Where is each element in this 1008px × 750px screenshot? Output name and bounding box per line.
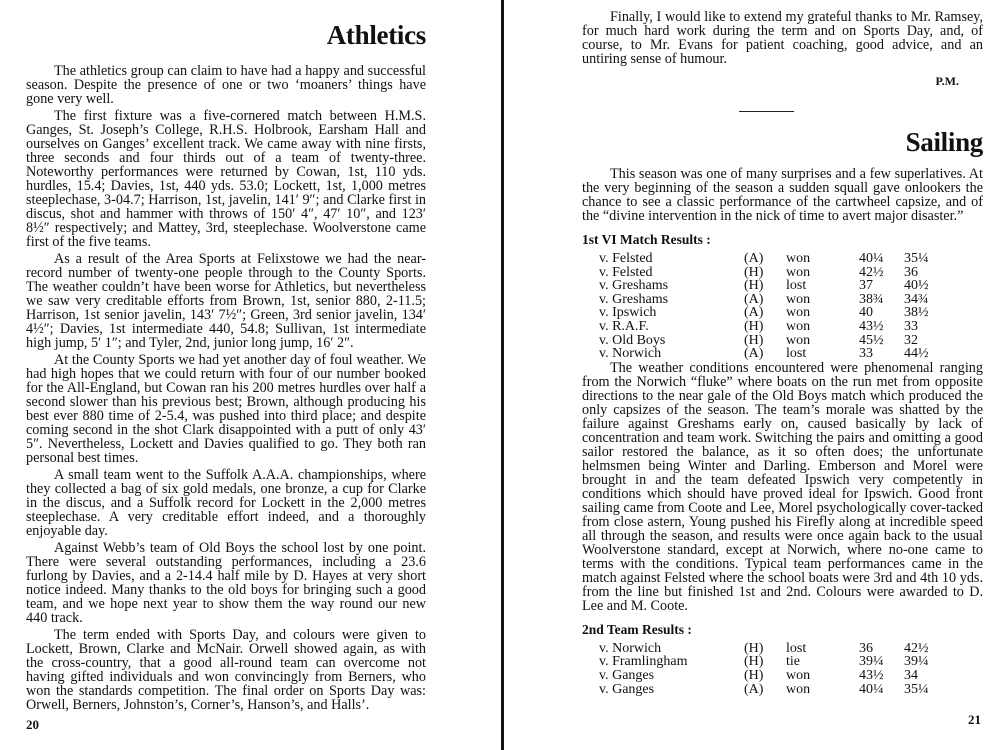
venue: (A): [744, 681, 764, 697]
result: lost: [786, 640, 807, 656]
opponent: v. Old Boys: [599, 332, 666, 348]
table-row: [599, 293, 944, 307]
page-number: 21: [968, 712, 981, 727]
opponent: v. Norwich: [599, 640, 662, 656]
opponent: v. Ipswich: [599, 305, 657, 321]
score-against: 34: [904, 667, 918, 683]
result: won: [786, 305, 811, 321]
table-row: [599, 669, 944, 683]
table-row: [599, 279, 944, 293]
opponent: v. Greshams: [599, 291, 669, 307]
opponent: v. R.A.F.: [599, 318, 649, 334]
venue: (H): [744, 278, 764, 294]
score-against: 36: [904, 264, 918, 280]
article-title: Athletics: [326, 20, 426, 50]
paragraph: A small team went to the Suffolk A.A.A. championships, where they collected a bag of six gold medals, one bronze, a cup for Clarke in the discus, and a Suffolk record for Lockett in the 2,000 metres steeplechase. A very creditable effort indeed, and a thoroughly enjoyable day.: [26, 467, 426, 539]
score-against: 32: [904, 332, 918, 348]
paragraph: The first fixture was a five-cornered match between H.M.S. Ganges, St. Joseph’s College, R.H.S. Holbrook, Earsham Hall and ourselves on Ganges’ excellent track. We came away with nine firsts, three seconds and four thirds out of a team of twenty-three. Noteworthy performances were returned by Cowan, 1st, 110 yds. hurdles, 15.4; Davies, 1st, 440 yds. 53.0; Lockett, 1st, 1,000 metres steeplechase, 3-04.7; Harrison, 1st, javelin, 141′ 9″; and Clarke first in discus, shot and hammer with throws of 150′ 4″, 47′ 10″, and 123′ 8½″ respectively; and Mattey, 3rd, steeplechase. Woolverstone came first of the five teams.: [26, 108, 426, 250]
first-team-results-heading: 1st VI Match Results :: [582, 232, 711, 247]
paragraph: Against Webb’s team of Old Boys the school lost by one point. There were several outstanding performances, including a 23.6 furlong by Davies, and a 2-14.4 half mile by D. Hayes at very short notice indeed. Many thanks to the old boys for bringing such a good team, and we hope next year to show them the way round our new 440 track.: [26, 540, 426, 626]
result: lost: [786, 346, 807, 362]
section-divider: [739, 111, 794, 112]
result: won: [786, 264, 811, 280]
result: won: [786, 332, 811, 348]
venue: (A): [744, 305, 764, 321]
venue: (A): [744, 251, 764, 266]
score-against: 35¼: [904, 681, 929, 697]
venue: (H): [744, 264, 764, 280]
venue: (A): [744, 346, 764, 362]
sailing-report-paragraph: The weather conditions encountered were phenomenal ranging from the Norwich “fluke” where boats on the run met from opposite directions to the near gale of the Old Boys match which produced the only capsizes of the season. The team’s morale was shatted by the failure against Greshams early on, caused basically by lack of concentration and team work. Switching the pairs and omitting a good sailor restored the balance, as it so often does; the unfortunate helmsmen being Winter and Darling. Emberson and Morel were brought in and the team defeated Ipswich very competently in conditions which should have proved ideal for Ipswich. Good front sailing came from Coote and Lee, Morel psychologically cover-tacked from close astern, Young pushed his Firefly along at incredible speed all through the season, and results were once again back to the usual Woolverstone standard, except at Norwich, where no-one came to terms with the conditions. Typical team performances came in the match against Felsted where the school boats were 3rd and 4th 10 yds. from the line but finished 1st and 2nd. Colours were awarded to D. Lee and M. Coote.: [582, 359, 983, 614]
score-for: 33: [859, 346, 873, 362]
score-against: 42½: [904, 640, 929, 656]
result: won: [786, 667, 811, 683]
athletics-article: [26, 22, 426, 712]
table-row: [599, 266, 944, 280]
venue: (H): [744, 654, 764, 670]
result: won: [786, 318, 811, 334]
opponent: v. Framlingham: [599, 654, 688, 670]
table-row: [599, 306, 944, 320]
athletics-closing-paragraph: Finally, I would like to extend my grateful thanks to Mr. Ramsey, for much hard work during the term and on Sports Day, and, of course, to Mr. Evans for patient coaching, good advice, and an untiring sense of humour.: [582, 9, 983, 67]
score-for: 39¼: [859, 654, 884, 670]
page-left: [0, 0, 501, 750]
second-team-results-heading: 2nd Team Results :: [582, 621, 692, 637]
score-for: 40¼: [859, 251, 884, 266]
venue: (H): [744, 318, 764, 334]
result: won: [786, 291, 811, 307]
opponent: v. Ganges: [599, 681, 655, 697]
score-for: 42½: [859, 264, 884, 280]
venue: (H): [744, 640, 764, 656]
table-row: [599, 642, 944, 656]
page-number: 20: [26, 717, 39, 732]
opponent: v. Felsted: [599, 264, 653, 280]
result: won: [786, 681, 811, 697]
sailing-intro-paragraph: This season was one of many surprises and a few superlatives. At the very beginning of the season a sudden squall gave onlookers the chance to see a classic performance of the cartwheel capsize, and of the “divine intervention in the nick of time to avert major disaster.”: [582, 166, 983, 224]
article-title: Sailing: [905, 127, 983, 157]
table-row: [599, 334, 944, 348]
score-against: 39¼: [904, 654, 929, 670]
result: lost: [786, 278, 807, 294]
opponent: v. Greshams: [599, 278, 669, 294]
right-page-content: [582, 10, 983, 696]
venue: (A): [744, 291, 764, 307]
opponent: v. Ganges: [599, 667, 655, 683]
author-signature: P.M.: [935, 74, 959, 88]
score-for: 45½: [859, 332, 884, 348]
paragraph: The term ended with Sports Day, and colours were given to Lockett, Brown, Clarke and McNair. Orwell showed again, as with the cross-country, that a good all-round team can overcome not having gifted individuals and won convincingly from Berners, who won the standards competition. The final order on Sports Day was: Orwell, Berners, Johnston’s, Corner’s, Hanson’s, and Halls’.: [26, 627, 426, 713]
paragraph: The athletics group can claim to have had a happy and successful season. Despite the presence of one or two ‘moaners’ things have gone very well.: [26, 63, 426, 107]
venue: (H): [744, 667, 764, 683]
score-for: 43½: [859, 318, 884, 334]
table-row: [599, 655, 944, 669]
table-row: [599, 347, 944, 361]
score-against: 33: [904, 318, 918, 334]
result: won: [786, 251, 811, 266]
score-for: 37: [859, 278, 873, 294]
opponent: v. Felsted: [599, 251, 653, 266]
score-for: 43½: [859, 667, 884, 683]
venue: (H): [744, 332, 764, 348]
score-against: 40½: [904, 278, 929, 294]
score-against: 38½: [904, 305, 929, 321]
paragraph: At the County Sports we had yet another day of foul weather. We had high hopes that we could return with four of our number booked for the All-England, but Cowan ran his 200 metres hurdles over half a second slower than his previous best; Brown, although producing his best ever 880 time of 2-5.4, was pushed into third place; and despite coming second in the shot Clark disappointed with a putt of only 43′ 5″. Nevertheless, Lockett and Davies qualified to go. They both ran personal best times.: [26, 352, 426, 466]
score-for: 40¼: [859, 681, 884, 697]
second-team-results-table: [599, 642, 944, 696]
score-against: 34¾: [904, 291, 929, 307]
score-for: 40: [859, 305, 873, 321]
opponent: v. Norwich: [599, 346, 662, 362]
result: tie: [786, 654, 800, 670]
score-for: 38¾: [859, 291, 884, 307]
paragraph: As a result of the Area Sports at Felixstowe we had the near-record number of twenty-one people through to the County Sports. The weather couldn’t have been worse for Athletics, but nevertheless we saw very creditable efforts from Brown, 1st, senior 880, 2-11.5; Harrison, 1st senior javelin, 143′ 7½″; Green, 3rd senior javelin, 134′ 4½″; Davies, 1st intermediate 440, 54.8; Sullivan, 1st intermediate high jump, 5′ 1″; and Tyler, 2nd, junior long jump, 16′ 2″.: [26, 251, 426, 351]
score-for: 36: [859, 640, 873, 656]
table-row: [599, 252, 944, 266]
score-against: 44½: [904, 346, 929, 362]
table-row: [599, 320, 944, 334]
first-team-results-table: [599, 252, 944, 361]
score-against: 35¼: [904, 251, 929, 266]
table-row: [599, 683, 944, 697]
